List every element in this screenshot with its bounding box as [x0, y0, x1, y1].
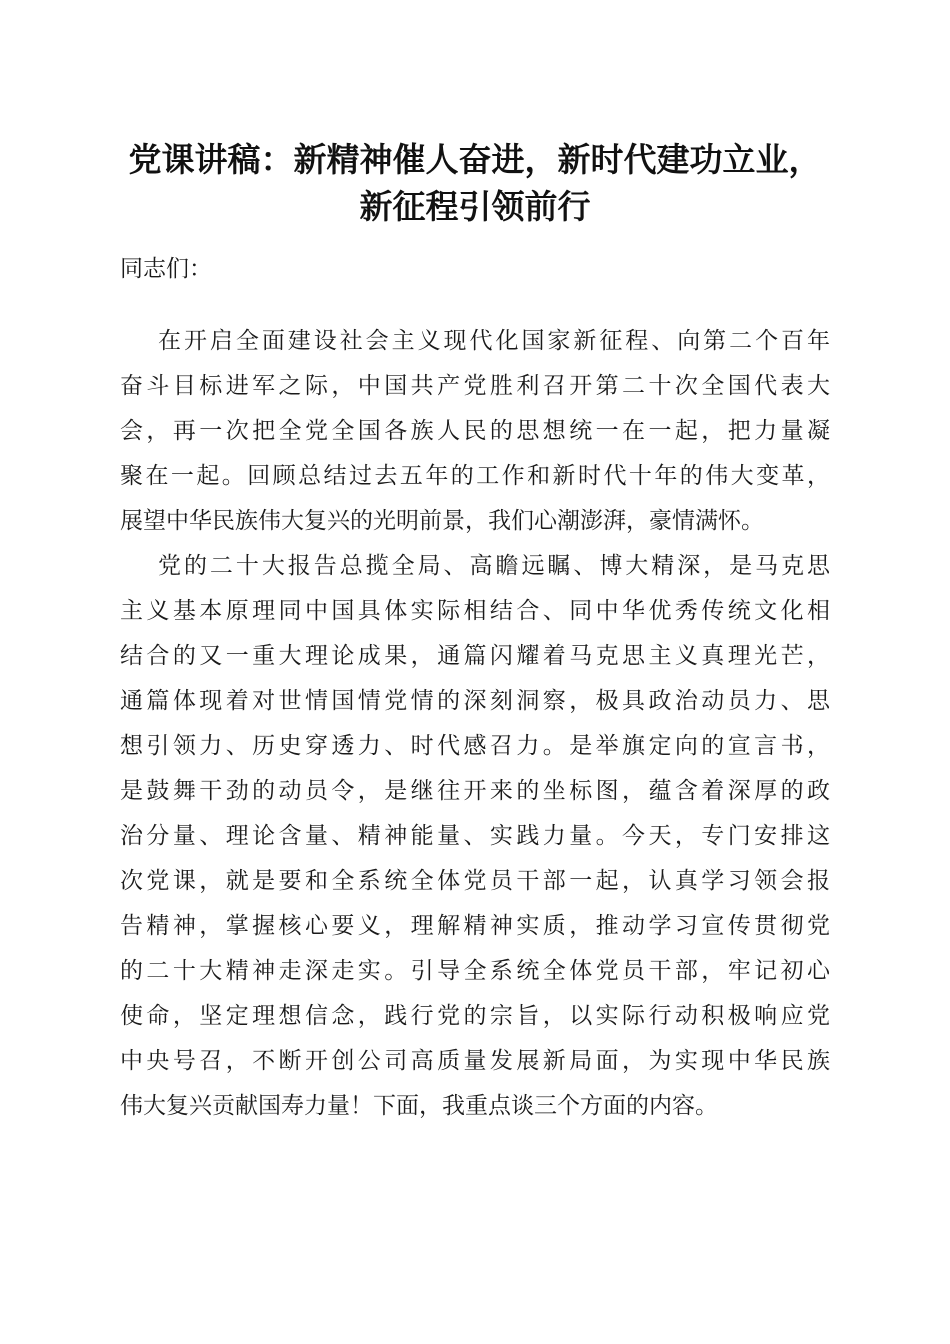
paragraph-1-line: 聚在一起。回顾总结过去五年的工作和新时代十年的伟大变革， [120, 463, 830, 489]
paragraph-2-line: 中央号召，不断开创公司高质量发展新局面，为实现中华民族 [120, 1048, 830, 1074]
document-title-line-2: 新征程引领前行 [359, 187, 591, 226]
paragraph-2-line: 通篇体现着对世情国情党情的深刻洞察，极具政治动员力、思 [120, 688, 830, 714]
paragraph-2-line: 党的二十大报告总揽全局、高瞻远瞩、博大精深，是马克思 [158, 553, 830, 579]
paragraph-2-line: 想引领力、历史穿透力、时代感召力。是举旗定向的宣言书， [120, 733, 830, 759]
salutation: 同志们： [120, 256, 212, 282]
paragraph-2-line: 使命，坚定理想信念，践行党的宗旨，以实际行动积极响应党 [120, 1003, 830, 1029]
paragraph-1-line: 会，再一次把全党全国各族人民的思想统一在一起，把力量凝 [120, 418, 830, 444]
paragraph-2-line: 伟大复兴贡献国寿力量！下面，我重点谈三个方面的内容。 [120, 1093, 718, 1119]
paragraph-2-line: 告精神，掌握核心要义，理解精神实质，推动学习宣传贯彻党 [120, 913, 830, 939]
document-title-line-1: 党课讲稿：新精神催人奋进，新时代建功立业， [128, 140, 822, 179]
paragraph-2-line: 是鼓舞干劲的动员令，是继往开来的坐标图，蕴含着深厚的政 [120, 778, 830, 804]
paragraph-2-line: 次党课，就是要和全系统全体党员干部一起，认真学习领会报 [120, 868, 830, 894]
paragraph-1-line: 奋斗目标进军之际，中国共产党胜利召开第二十次全国代表大 [120, 373, 830, 399]
paragraph-2-line: 主义基本原理同中国具体实际相结合、同中华优秀传统文化相 [120, 598, 830, 624]
paragraph-2-line: 结合的又一重大理论成果，通篇闪耀着马克思主义真理光芒， [120, 643, 830, 669]
paragraph-1-line: 在开启全面建设社会主义现代化国家新征程、向第二个百年 [158, 328, 830, 354]
paragraph-1-line: 展望中华民族伟大复兴的光明前景，我们心潮澎湃，豪情满怀。 [120, 508, 764, 534]
paragraph-2-line: 的二十大精神走深走实。引导全系统全体党员干部，牢记初心 [120, 958, 830, 984]
paragraph-2-line: 治分量、理论含量、精神能量、实践力量。今天，专门安排这 [120, 823, 830, 849]
